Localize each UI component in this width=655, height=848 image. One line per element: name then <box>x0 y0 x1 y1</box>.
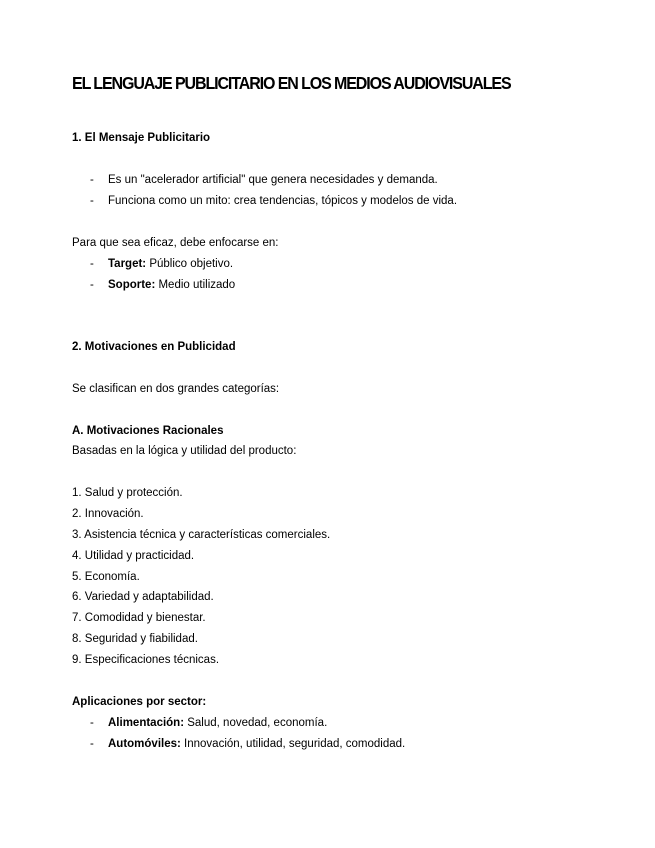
focus-item-soporte <box>90 278 235 292</box>
list-item: 9. Especificaciones técnicas. <box>72 654 220 666</box>
list-item: 6. Variedad y adaptabilidad. <box>72 591 214 603</box>
bullet-dash: - <box>90 174 94 186</box>
list-item: 8. Seguridad y fiabilidad. <box>72 633 198 645</box>
application-item-alimentacion <box>90 716 327 730</box>
list-item: 5. Economía. <box>72 571 140 583</box>
bullet-dash: - <box>90 279 94 291</box>
section-1-heading: 1. El Mensaje Publicitario <box>72 132 211 144</box>
section-2-intro: Se clasifican en dos grandes categorías: <box>72 383 280 395</box>
focus-term: Soporte: <box>108 279 156 291</box>
focus-item-target <box>90 257 233 271</box>
subsection-a-heading: A. Motivaciones Racionales <box>72 425 224 437</box>
list-item: 3. Asistencia técnica y características comerciales. <box>72 529 331 541</box>
subsection-a-intro: Basadas en la lógica y utilidad del producto: <box>72 445 297 457</box>
list-item: 2. Innovación. <box>72 508 144 520</box>
bullet-dash: - <box>90 738 94 750</box>
list-item: 7. Comodidad y bienestar. <box>72 612 206 624</box>
applications-heading: Aplicaciones por sector: <box>72 696 207 708</box>
focus-text: Medio utilizado <box>155 279 236 291</box>
bullet-dash: - <box>90 717 94 729</box>
application-term: Alimentación: <box>108 717 185 729</box>
section-2-heading: 2. Motivaciones en Publicidad <box>72 341 236 353</box>
list-item: 1. Salud y protección. <box>72 487 183 499</box>
bullet-text: Funciona como un mito: crea tendencias, tópicos y modelos de vida. <box>108 195 458 207</box>
bullet-dash: - <box>90 258 94 270</box>
application-text: Innovación, utilidad, seguridad, comodidad. <box>180 738 406 750</box>
application-term: Automóviles: <box>108 738 181 750</box>
focus-text: Público objetivo. <box>146 258 234 270</box>
bullet-dash: - <box>90 195 94 207</box>
section-1-bullet <box>90 173 438 187</box>
focus-term: Target: <box>108 258 147 270</box>
application-item-automoviles <box>90 737 405 751</box>
application-text: Salud, novedad, economía. <box>184 717 328 729</box>
list-item: 4. Utilidad y practicidad. <box>72 550 195 562</box>
document-title: EL LENGUAJE PUBLICITARIO EN LOS MEDIOS AUDIOVISUALES <box>72 75 511 94</box>
section-1-bullet <box>90 194 457 208</box>
bullet-text: Es un "acelerador artificial" que genera necesidades y demanda. <box>108 174 438 186</box>
section-1-intro: Para que sea eficaz, debe enfocarse en: <box>72 237 279 249</box>
